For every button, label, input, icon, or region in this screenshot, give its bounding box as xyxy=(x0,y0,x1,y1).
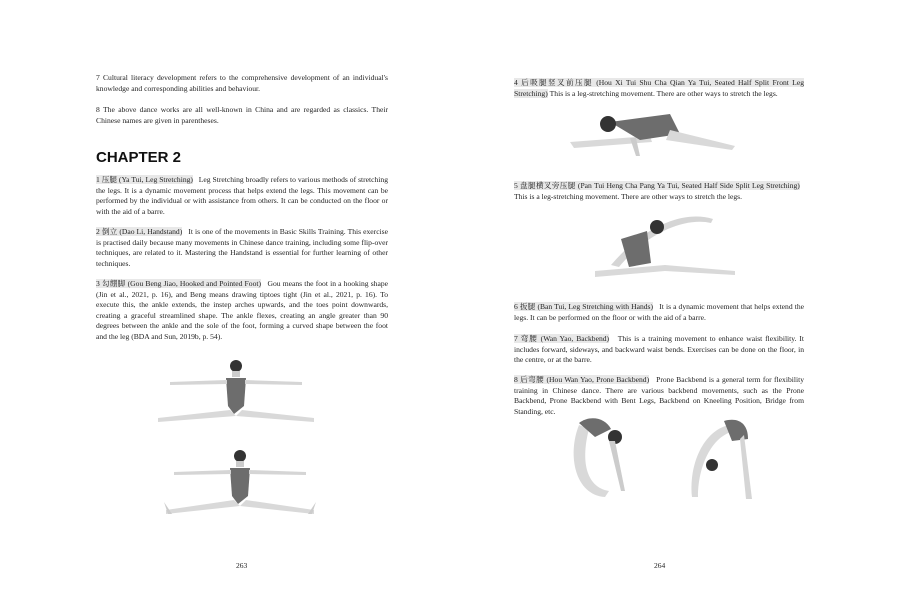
term: 7 弯腰 (Wan Yao, Backbend) xyxy=(514,334,610,343)
definition: Leg Stretching broadly refers to various methods of stretching the legs. It is a dynamic movement process that helps extend the legs. This movement can be performed by the individual or with assistance from others. It can be conducted on the floor or with the aid of a barre. xyxy=(96,175,389,216)
term: 8 后弯腰 (Hou Wan Yao, Prone Backbend) xyxy=(514,375,650,384)
footnote-8: 8 The above dance works are all well-known in China and are regarded as classics. Their Chinese names are given in parentheses. xyxy=(96,105,388,125)
term: 1 压腿 (Ya Tui, Leg Stretching) xyxy=(96,175,193,184)
definition: Gou means the foot in a hooking shape (Jin et al., 2021, p. 16), and Beng means drawing tiptoes tight (Jin et al., 2021, p. 16). To execute this, the ankle extends, the instep arches upwards, and the toes point downwards, creating a graceful streamlined shape. The ankle flexes, creating an angle greater than 90 degrees between the ankle and the sole of the foot, forming a curved shape between the foot and the leg (BDA and Sun, 2019b, p. 54). xyxy=(96,279,389,341)
glossary-item-4 xyxy=(514,78,804,99)
page-number: 264 xyxy=(654,561,666,570)
bridge-backbend-figure xyxy=(682,415,762,505)
split-figure-hooked-feet xyxy=(160,448,320,523)
glossary-item-3 xyxy=(96,279,388,343)
glossary-item-2 xyxy=(96,227,388,269)
term: 2 倒立 (Dao Li, Handstand) xyxy=(96,227,183,236)
right-page xyxy=(450,0,900,608)
term: 3 勾绷脚 (Gou Beng Jiao, Hooked and Pointed Foot) xyxy=(96,279,262,288)
definition: This is a leg-stretching movement. There are other ways to stretch the legs. xyxy=(514,191,743,201)
chapter-title: CHAPTER 2 xyxy=(96,149,182,166)
page-number: 263 xyxy=(236,561,248,570)
split-figure-pointed-feet xyxy=(150,358,320,433)
glossary-item-1 xyxy=(96,175,388,217)
seated-half-side-split-figure xyxy=(585,205,745,283)
definition: It is one of the movements in Basic Skills Training. This exercise is practised daily because many movements in Chinese dance training, including some flip-over techniques, are related to it. Mastering the Handstand is essential for further learning of other techniques. xyxy=(96,227,388,268)
glossary-item-8 xyxy=(514,375,804,417)
term: 4 后吸腿竖叉前压腿 (Hou Xi Tui Shu Cha Qian Ya Tui, Seated Half Split Front Leg Stretching) xyxy=(514,78,804,98)
definition: This is a leg-stretching movement. There are other ways to stretch the legs. xyxy=(549,88,778,98)
glossary-item-6 xyxy=(514,302,804,323)
term: 5 盘腿横叉旁压腿 (Pan Tui Heng Cha Pang Ya Tui, Seated Half Side Split Leg Stretching) xyxy=(514,181,800,190)
seated-half-split-front-figure xyxy=(570,110,740,158)
footnote-7: 7 Cultural literacy development refers to the comprehensive development of an individual's knowledge and corresponding abilities and behaviour. xyxy=(96,73,388,93)
term: 6 扳腿 (Ban Tui, Leg Stretching with Hands) xyxy=(514,302,654,311)
definition: It is a dynamic movement that helps extend the legs. It can be performed on the floor or with the aid of a barre. xyxy=(514,302,804,322)
definition: This is a training movement to enhance waist flexibility. It includes forward, sideways, and backward waist bends. Exercises can be done on the floor, in the centre, or at the barre. xyxy=(514,334,804,365)
glossary-item-5 xyxy=(514,181,804,202)
definition: Prone Backbend is a general term for flexibility training in Chinese dance. There are various backbend movements, such as the Prone Backbend, Prone Backbend with Bent Legs, Backbend on Kneeling Position, Bridge from Standing, etc. xyxy=(514,375,804,416)
glossary-item-7 xyxy=(514,334,804,366)
prone-backbend-figure xyxy=(565,415,645,505)
